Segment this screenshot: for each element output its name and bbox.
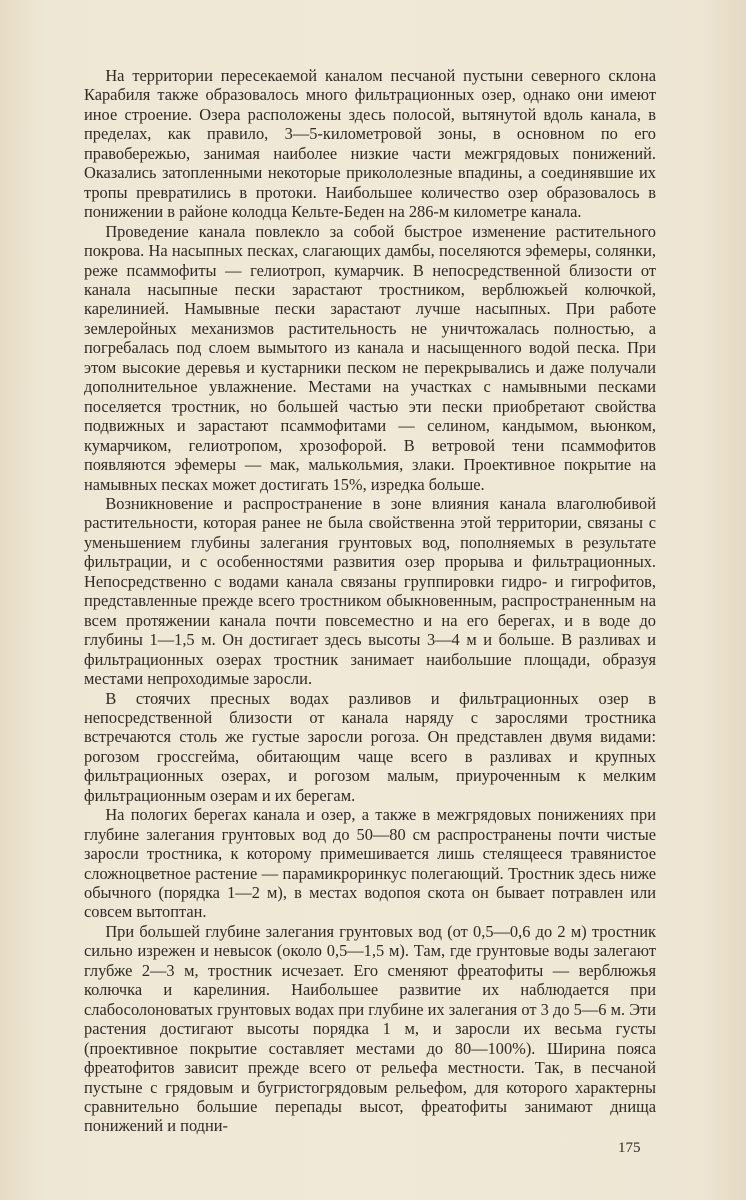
paragraph-5: На пологих берегах канала и озер, а также в межгрядовых понижениях при глубине залегания грунтовых вод до 50—80 см распространены почти чистые заросли тростника, к которому примешивается лишь стелящееся травянистое сложноцветное растение — парамикроринкус полегающий. Тростник здесь ниже обычного (порядка 1—2 м), в местах водопоя скота он бывает потравлен или совсем вытоптан. [84,805,656,922]
paragraph-2: Проведение канала повлекло за собой быстрое изменение растительного покрова. На насыпных песках, слагающих дамбы, поселяются эфемеры, солянки, реже псаммофиты — гелиотроп, кумарчик. В непосредственной близости от канала насыпные пески зарастают тростником, верблюжьей колючкой, карелинией. Намывные пески зарастают лучше насыпных. При работе землеройных механизмов растительность не уничтожалась полностью, а погребалась под слоем вымытого из канала и насыщенного водой песка. При этом высокие деревья и кустарники песком не перекрывались и даже получали дополнительное увлажнение. Местами на участках с намывными песками поселяется тростник, но большей частью эти пески приобретают свойства подвижных и зарастают псаммофитами — селином, кандымом, вьюнком, кумарчиком, гелиотропом, хрозофорой. В ветровой тени псаммофитов появляются эфемеры — мак, малькольмия, злаки. Проективное покрытие на намывных песках может достигать 15%, изредка больше. [84,221,656,494]
paragraph-3: Возникновение и распространение в зоне влияния канала влаголюбивой растительности, которая ранее не была свойственна этой территории, связаны с уменьшением глубины залегания грунтовых вод, пополняемых в результате фильтрации, и с особенностями развития озер прорыва и фильтрационных. Непосредственно с водами канала связаны группировки гидро- и гигрофитов, представленные прежде всего тростником обыкновенным, распространенным на всем протяжении канала почти повсеместно и на его берегах, и в воде до глубины 1—1,5 м. Он достигает здесь высоты 3—4 м и больше. В разливах и фильтрационных озерах тростник занимает наибольшие площади, образуя местами непроходимые заросли. [84,493,656,689]
paragraph-4: В стоячих пресных водах разливов и фильтрационных озер в непосредственной близости от канала наряду с зарослями тростника встречаются столь же густые заросли рогоза. Он представлен двумя видами: рогозом гроссгейма, обитающим чаще всего в разливах и крупных фильтрационных озерах, и рогозом малым, приуроченным к мелким фильтрационным озерам и их берегам. [84,688,656,805]
page-number: 175 [618,1140,641,1156]
body-text [84,66,656,1136]
paragraph-1: На территории пересекаемой каналом песчаной пустыни северного склона Карабиля также образовалось много фильтрационных озер, однако они имеют иное строение. Озера расположены здесь полосой, вытянутой вдоль канала, в пределах, как правило, 3—5-километровой зоны, в основном по его правобережью, занимая наиболее низкие части межгрядовых понижений. Оказались затопленными некоторые прикололезные впадины, а соединявшие их тропы превратились в протоки. Наибольшее количество озер образовалось в понижении в районе колодца Кельте-Беден на 286-м километре канала. [84,66,656,222]
paragraph-6: При большей глубине залегания грунтовых вод (от 0,5—0,6 до 2 м) тростник сильно изрежен и невысок (около 0,5—1,5 м). Там, где грунтовые воды залегают глубже 2—3 м, тростник исчезает. Его сменяют фреатофиты — верблюжья колючка и карелиния. Наибольшее развитие их наблюдается при слабосолоноватых грунтовых водах при глубине их залегания от 3 до 5—6 м. Эти растения достигают высоты порядка 1 м, и заросли их весьма густы (проективное покрытие составляет местами до 80—100%). Ширина пояса фреатофитов зависит прежде всего от рельефа местности. Так, в песчаной пустыне с грядовым и бугристогрядовым рельефом, для которого характерны сравнительно большие перепады высот, фреатофиты занимают днища понижений и подни- [84,921,656,1136]
